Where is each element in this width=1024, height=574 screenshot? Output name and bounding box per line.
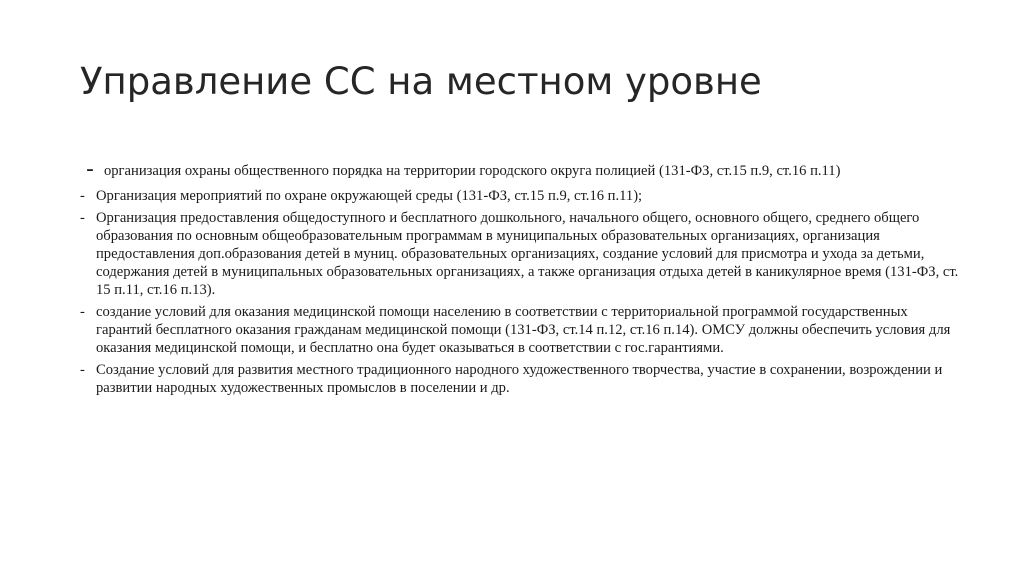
bullet-dash: - [80,210,85,226]
bullet-list [80,187,960,397]
intro-dash: - [86,157,94,182]
bullet-item-medical [80,303,960,357]
bullet-dash: - [80,188,85,204]
bullet-text: Организация предоставления общедоступного и бесплатного дошкольного, начального общего, основного общего, среднего общего образования по основным общеобразовательным программам в муниципальных образовательных организациях, организация предоставления доп.образования детей в муниц. образовательных организациях, создание условий для присмотра и ухода за детьми, содержания детей в муниципальных образовательных организациях, а также организация отдыха детей в каникулярное время (131-ФЗ, ст. 15 п.11, ст.16 п.13). [96,210,959,298]
bullet-text: создание условий для оказания медицинской помощи населению в соответствии с территориальной программой государственных гарантий бесплатного оказания гражданам медицинской помощи (131-ФЗ, ст.14 п.12, ст.16 п.14). ОМСУ должны обеспечить условия для оказания медицинской помощи, и бесплатно она будет оказываться в соответствии с гос.гарантиями. [96,304,951,356]
slide-title: Управление СС на местном уровне [80,60,762,103]
bullet-text: Организация мероприятий по охране окружающей среды (131-ФЗ, ст.15 п.9, ст.16 п.11); [96,188,643,204]
bullet-dash: - [80,362,85,378]
intro-paragraph [80,157,960,182]
bullet-item-culture [80,361,960,397]
bullet-text: Создание условий для развития местного традиционного народного художественного творчества, участие в сохранении, возрождении и развитии народных художественных промыслов в поселении и др. [96,362,943,396]
intro-text: организация охраны общественного порядка на территории городского округа полицией (131-ФЗ, ст.15 п.9, ст.16 п.11) [103,163,841,179]
bullet-item-education [80,209,960,299]
slide-body [80,157,960,401]
bullet-dash: - [80,304,85,320]
bullet-item-environment [80,187,960,205]
